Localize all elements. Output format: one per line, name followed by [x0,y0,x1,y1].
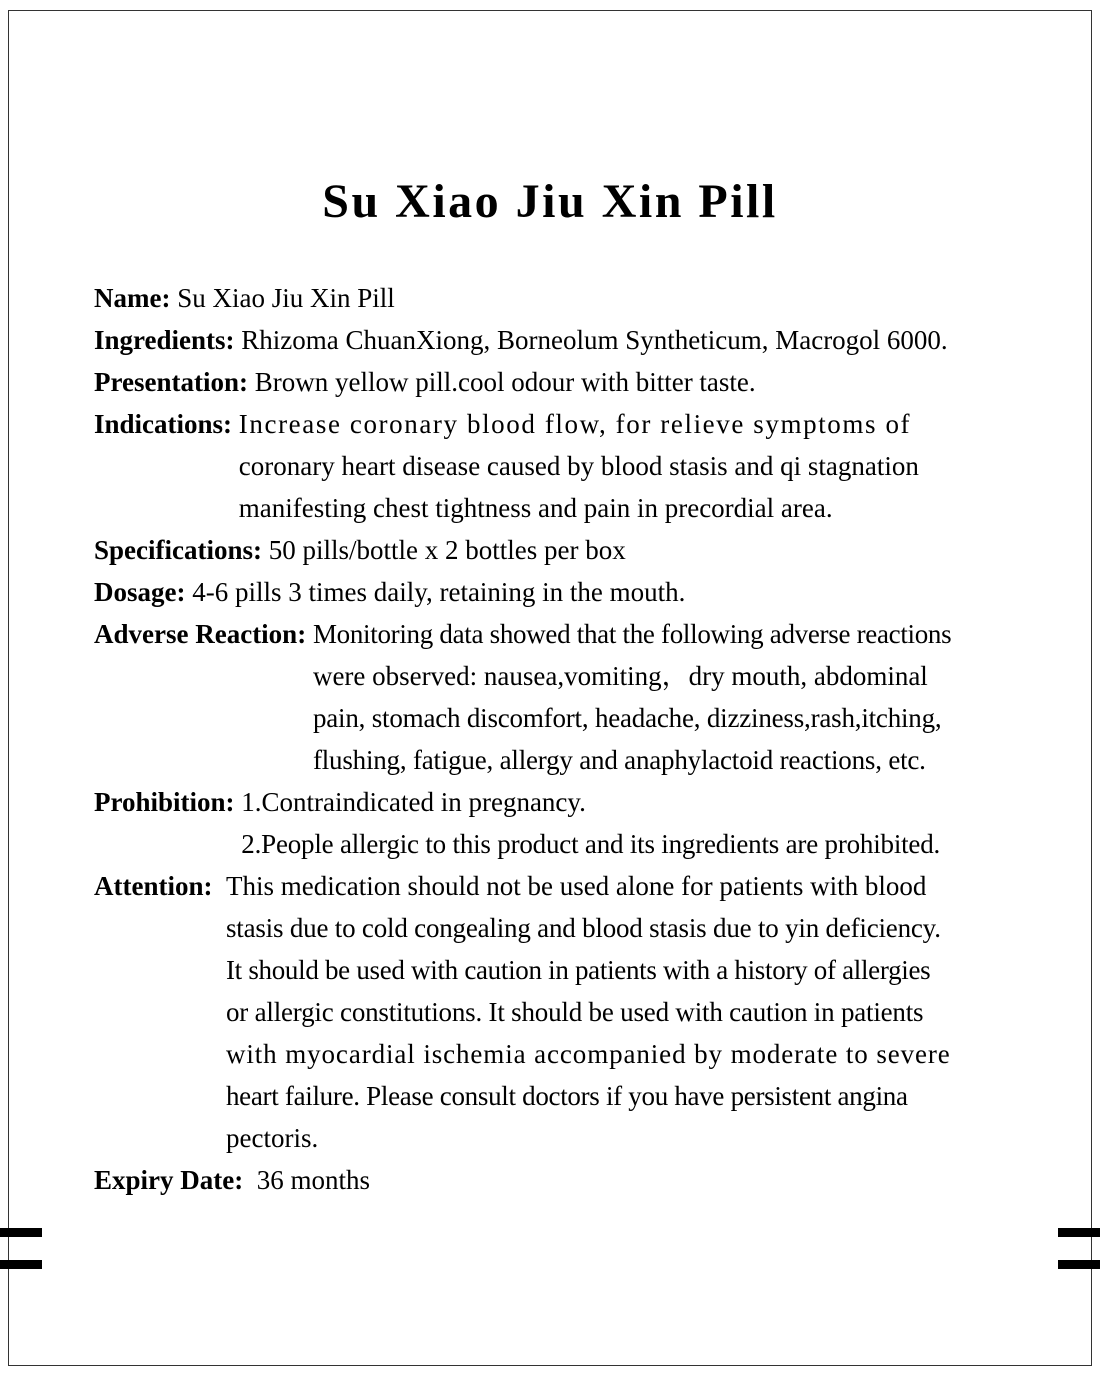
field-specifications-value [269,529,626,571]
field-adverse-reaction-line: were observed: nausea,vomiting，dry mouth, abdominal [312,661,928,691]
field-attention-line: or allergic constitutions. It should be used with caution in patients [225,997,924,1027]
field-expiry-date-value [257,1159,370,1201]
field-name-label: Name: [94,283,171,313]
field-indications-line: Increase coronary blood flow, for relieve symptoms of [238,409,912,439]
field-dosage-line: 4-6 pills 3 times daily, retaining in the mouth. [192,577,686,607]
field-dosage-value [192,571,685,613]
field-ingredients [94,319,1024,361]
field-adverse-reaction-line: Monitoring data showed that the following adverse reactions [312,619,952,649]
field-attention-line: pectoris. [225,1123,319,1153]
field-specifications [94,529,1024,571]
document-title: Su Xiao Jiu Xin Pill [322,175,778,228]
field-prohibition-label: Prohibition: [94,787,235,817]
field-attention-label: Attention: [94,871,213,901]
field-adverse-reaction-label: Adverse Reaction: [94,619,307,649]
field-adverse-reaction-value [313,613,951,781]
field-name [94,277,1024,319]
field-specifications-line: 50 pills/bottle x 2 bottles per box [268,535,626,565]
field-indications-value [239,403,919,529]
field-indications-label: Indications: [94,409,233,439]
field-indications-line: coronary heart disease caused by blood stasis and qi stagnation [238,451,919,481]
field-attention-line: heart failure. Please consult doctors if you have persistent angina [225,1081,908,1111]
fold-mark-right-top [1058,1228,1100,1237]
field-ingredients-label: Ingredients: [94,325,235,355]
field-expiry-date-label: Expiry Date: [94,1165,244,1195]
field-prohibition-line: 2.People allergic to this product and its ingredients are prohibited. [241,829,941,859]
field-prohibition-value [241,781,940,865]
field-attention-line: with myocardial ischemia accompanied by moderate to severe [225,1039,951,1069]
field-indications-line: manifesting chest tightness and pain in precordial area. [238,493,833,523]
field-attention [94,865,1024,1159]
field-prohibition-line: 1.Contraindicated in pregnancy. [241,787,586,817]
fold-mark-right-bottom [1058,1260,1100,1269]
field-specifications-label: Specifications: [94,535,262,565]
field-attention-line: stasis due to cold congealing and blood stasis due to yin deficiency. [225,913,941,943]
field-dosage [94,571,1024,613]
product-info [94,277,1024,1201]
field-attention-value [226,865,951,1159]
field-expiry-date [94,1159,1024,1201]
field-adverse-reaction [94,613,1024,781]
field-name-line: Su Xiao Jiu Xin Pill [177,283,395,313]
field-presentation-line: Brown yellow pill.cool odour with bitter taste. [254,367,756,397]
fold-mark-left-top [0,1228,42,1237]
field-expiry-date-line: 36 months [256,1165,370,1195]
field-presentation-label: Presentation: [94,367,248,397]
field-adverse-reaction-line: pain, stomach discomfort, headache, dizziness,rash,itching, [312,703,942,733]
field-adverse-reaction-line: flushing, fatigue, allergy and anaphylactoid reactions, etc. [312,745,926,775]
field-ingredients-value [241,319,947,361]
field-prohibition [94,781,1024,865]
field-indications [94,403,1024,529]
fold-mark-left-bottom [0,1260,42,1269]
field-attention-line: It should be used with caution in patients with a history of allergies [225,955,931,985]
field-presentation-value [255,361,756,403]
field-presentation [94,361,1024,403]
field-name-value [177,277,395,319]
field-ingredients-line: Rhizoma ChuanXiong, Borneolum Syntheticum, Macrogol 6000. [241,325,948,355]
field-attention-line: This medication should not be used alone for patients with blood [225,871,927,901]
field-dosage-label: Dosage: [94,577,186,607]
